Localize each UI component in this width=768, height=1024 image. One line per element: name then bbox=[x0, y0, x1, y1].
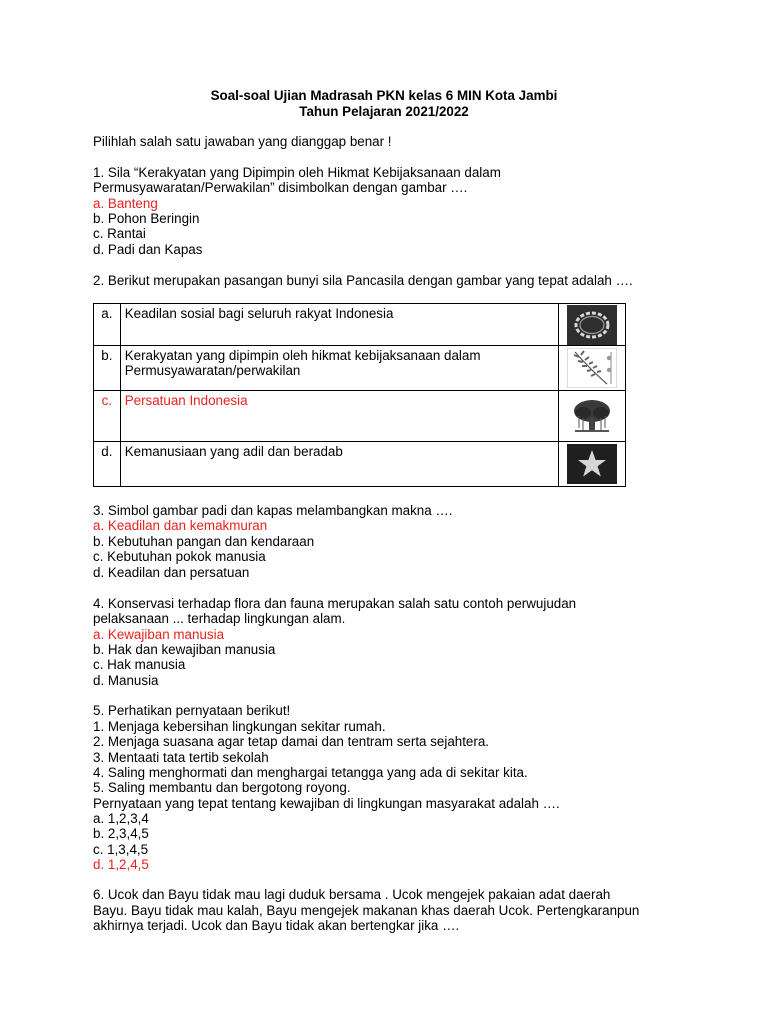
q2-row-letter: c. bbox=[94, 391, 121, 442]
q2-row-letter: a. bbox=[94, 304, 121, 346]
q1-option-a: a. Banteng bbox=[93, 196, 158, 211]
q4-option-d: d. Manusia bbox=[93, 673, 159, 688]
q2-row-line: Keadilan sosial bagi seluruh rakyat Indonesia bbox=[124, 306, 394, 321]
q5-option-b: b. 2,3,4,5 bbox=[93, 826, 149, 841]
q4-option-a: a. Kewajiban manusia bbox=[93, 627, 225, 642]
document-title: Soal-soal Ujian Madrasah PKN kelas 6 MIN Kota Jambi bbox=[210, 88, 558, 103]
q2-row-line: Kerakyatan yang dipimpin oleh hikmat kebijaksanaan dalam bbox=[124, 348, 481, 363]
q2-row-picture bbox=[559, 346, 626, 391]
question-1-text: 1. Sila “Kerakyatan yang Dipimpin oleh Hikmat Kebijaksanaan dalam bbox=[93, 165, 501, 180]
chain-icon bbox=[567, 305, 617, 345]
q3-option-b: b. Kebutuhan pangan dan kendaraan bbox=[93, 534, 315, 549]
q4-option-b: b. Hak dan kewajiban manusia bbox=[93, 642, 276, 657]
q2-row-text bbox=[120, 304, 559, 346]
q5-option-d: d. 1,2,4,5 bbox=[93, 857, 149, 872]
q1-option-d: d. Padi dan Kapas bbox=[93, 242, 203, 257]
banyan-tree-icon bbox=[567, 396, 617, 436]
question-1-text-cont: Permusyawaratan/Perwakilan” disimbolkan dengan gambar …. bbox=[93, 180, 468, 195]
question-6-text: 6. Ucok dan Bayu tidak mau lagi duduk bersama . Ucok mengejek pakaian adat daerah bbox=[93, 887, 611, 902]
q5-option-c: c. 1,3,4,5 bbox=[93, 842, 149, 857]
q1-option-c: c. Rantai bbox=[93, 226, 146, 241]
question-6-text-cont: Bayu. Bayu tidak mau kalah, Bayu mengejek makanan khas daerah Ucok. Pertengkaranpun bbox=[93, 903, 640, 918]
question-5-text: 5. Perhatikan pernyataan berikut! bbox=[93, 703, 291, 718]
q2-row-text bbox=[120, 346, 559, 391]
question-2-text: 2. Berikut merupakan pasangan bunyi sila Pancasila dengan gambar yang tepat adalah …. bbox=[93, 273, 633, 288]
q4-option-c: c. Hak manusia bbox=[93, 657, 186, 672]
q3-option-c: c. Kebutuhan pokok manusia bbox=[93, 549, 266, 564]
q2-row-letter: b. bbox=[94, 346, 121, 391]
q2-row-letter: d. bbox=[94, 442, 121, 487]
question-4-text: 4. Konservasi terhadap flora dan fauna merupakan salah satu contoh perwujudan bbox=[93, 596, 577, 611]
q5-statement: 3. Mentaati tata tertib sekolah bbox=[93, 750, 269, 765]
q2-row-text bbox=[120, 391, 559, 442]
q2-row-line: Permusyawaratan/perwakilan bbox=[124, 363, 301, 379]
q5-statement: 5. Saling membantu dan bergotong royong. bbox=[93, 780, 351, 795]
question-4-text-cont: pelaksanaan ... terhadap lingkungan alam. bbox=[93, 611, 346, 626]
q2-row-picture bbox=[559, 391, 626, 442]
q5-statement: 4. Saling menghormati dan menghargai tetangga yang ada di sekitar kita. bbox=[93, 765, 528, 780]
q2-row-line: Kemanusiaan yang adil dan beradab bbox=[124, 444, 343, 459]
instruction: Pilihlah salah satu jawaban yang dianggap benar ! bbox=[93, 134, 392, 149]
question-3-text: 3. Simbol gambar padi dan kapas melambangkan makna …. bbox=[93, 503, 453, 518]
q2-row-b bbox=[94, 346, 626, 391]
q2-options-table bbox=[93, 303, 626, 487]
q5-statement: 2. Menjaga suasana agar tetap damai dan tentram serta sejahtera. bbox=[93, 734, 490, 749]
star-icon bbox=[567, 444, 617, 484]
rice-cotton-icon bbox=[567, 348, 617, 388]
q5-question: Pernyataan yang tepat tentang kewajiban di lingkungan masyarakat adalah …. bbox=[93, 796, 560, 811]
q5-statement: 1. Menjaga kebersihan lingkungan sekitar rumah. bbox=[93, 719, 386, 734]
school-year: Tahun Pelajaran 2021/2022 bbox=[299, 104, 469, 119]
q3-option-a: a. Keadilan dan kemakmuran bbox=[93, 518, 268, 533]
q2-row-a bbox=[94, 304, 626, 346]
question-6-text-cont: akhirnya terjadi. Ucok dan Bayu tidak akan bertengkar jika …. bbox=[93, 918, 460, 933]
q2-row-text bbox=[120, 442, 559, 487]
q2-row-line: Persatuan Indonesia bbox=[124, 393, 248, 408]
q2-row-d bbox=[94, 442, 626, 487]
q2-row-c bbox=[94, 391, 626, 442]
q3-option-d: d. Keadilan dan persatuan bbox=[93, 565, 250, 580]
q5-option-a: a. 1,2,3,4 bbox=[93, 811, 149, 826]
q2-row-picture bbox=[559, 442, 626, 487]
q1-option-b: b. Pohon Beringin bbox=[93, 211, 200, 226]
q2-row-picture bbox=[559, 304, 626, 346]
